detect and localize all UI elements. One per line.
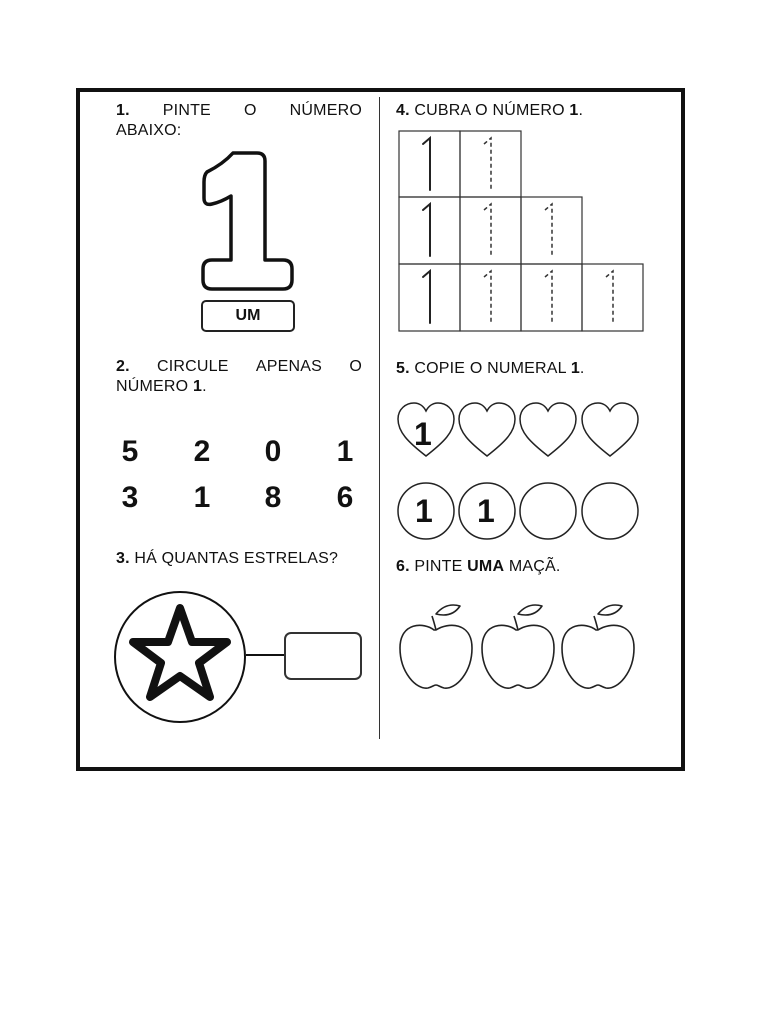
hearts-row[interactable] (396, 402, 646, 460)
q1-line-2: ABAIXO: (116, 122, 182, 139)
q3-text: HÁ QUANTAS ESTRELAS? (129, 550, 339, 567)
q5-end: . (579, 360, 585, 377)
q3-number: 3. (116, 550, 130, 567)
question-1-title (116, 101, 362, 141)
answer-box[interactable] (284, 632, 362, 680)
q5-bold: 1 (570, 360, 580, 377)
q4-number: 4. (396, 102, 410, 119)
circle-digit: 1 (477, 493, 495, 529)
apple-icon (482, 605, 554, 688)
column-divider (379, 97, 380, 739)
q6-text: PINTE (409, 558, 468, 575)
q6-bold: UMA (467, 558, 505, 575)
circle-digit: 1 (415, 493, 433, 529)
q4-end: . (578, 102, 584, 119)
q2-line-2-end: . (202, 378, 207, 395)
apple-icon (400, 605, 472, 688)
q6-number: 6. (396, 558, 410, 575)
digit-option[interactable]: 3 (121, 481, 139, 514)
q2-line-2 (116, 377, 362, 397)
connector-line (246, 650, 286, 660)
heart-digit: 1 (414, 416, 432, 452)
q4-bold: 1 (569, 102, 579, 119)
question-5-title (396, 359, 585, 379)
digit-option[interactable]: 1 (336, 435, 354, 468)
um-label-box: UM (201, 300, 295, 332)
question-6-title (396, 557, 561, 577)
apples-row[interactable] (396, 600, 646, 692)
q1-word-3: NÚMERO (289, 102, 362, 119)
q2-line-2-text: NÚMERO (116, 378, 193, 395)
q2-word-3: O (349, 358, 362, 375)
question-4-title (396, 101, 583, 121)
circles-row[interactable] (396, 482, 646, 542)
digit-option[interactable]: 8 (264, 481, 282, 514)
q1-number: 1. (116, 102, 130, 119)
q5-text: COPIE O NUMERAL (409, 360, 571, 377)
q6-end: MAÇÃ. (504, 558, 561, 575)
question-3-title (116, 549, 338, 569)
heart-icon (582, 403, 638, 456)
heart-icon (459, 403, 515, 456)
outline-number-one[interactable] (195, 150, 300, 295)
q2-number: 2. (116, 358, 130, 375)
tracing-grid[interactable] (398, 130, 644, 332)
q2-word-1: CIRCULE (157, 358, 229, 375)
digit-option[interactable]: 5 (121, 435, 139, 468)
heart-icon (520, 403, 576, 456)
star-circle (113, 590, 248, 725)
digit-option[interactable]: 0 (264, 435, 282, 468)
q5-number: 5. (396, 360, 410, 377)
q2-line-2-bold: 1 (192, 378, 203, 395)
digit-option[interactable]: 6 (336, 481, 354, 514)
digit-option[interactable]: 1 (193, 481, 211, 514)
q2-word-2: APENAS (255, 358, 323, 375)
digit-option[interactable]: 2 (193, 435, 211, 468)
q1-word-1: PINTE (162, 102, 211, 119)
q4-text: CUBRA O NÚMERO (409, 102, 570, 119)
q1-word-2: O (243, 102, 257, 119)
apple-icon (562, 605, 634, 688)
question-2-title (116, 357, 362, 397)
